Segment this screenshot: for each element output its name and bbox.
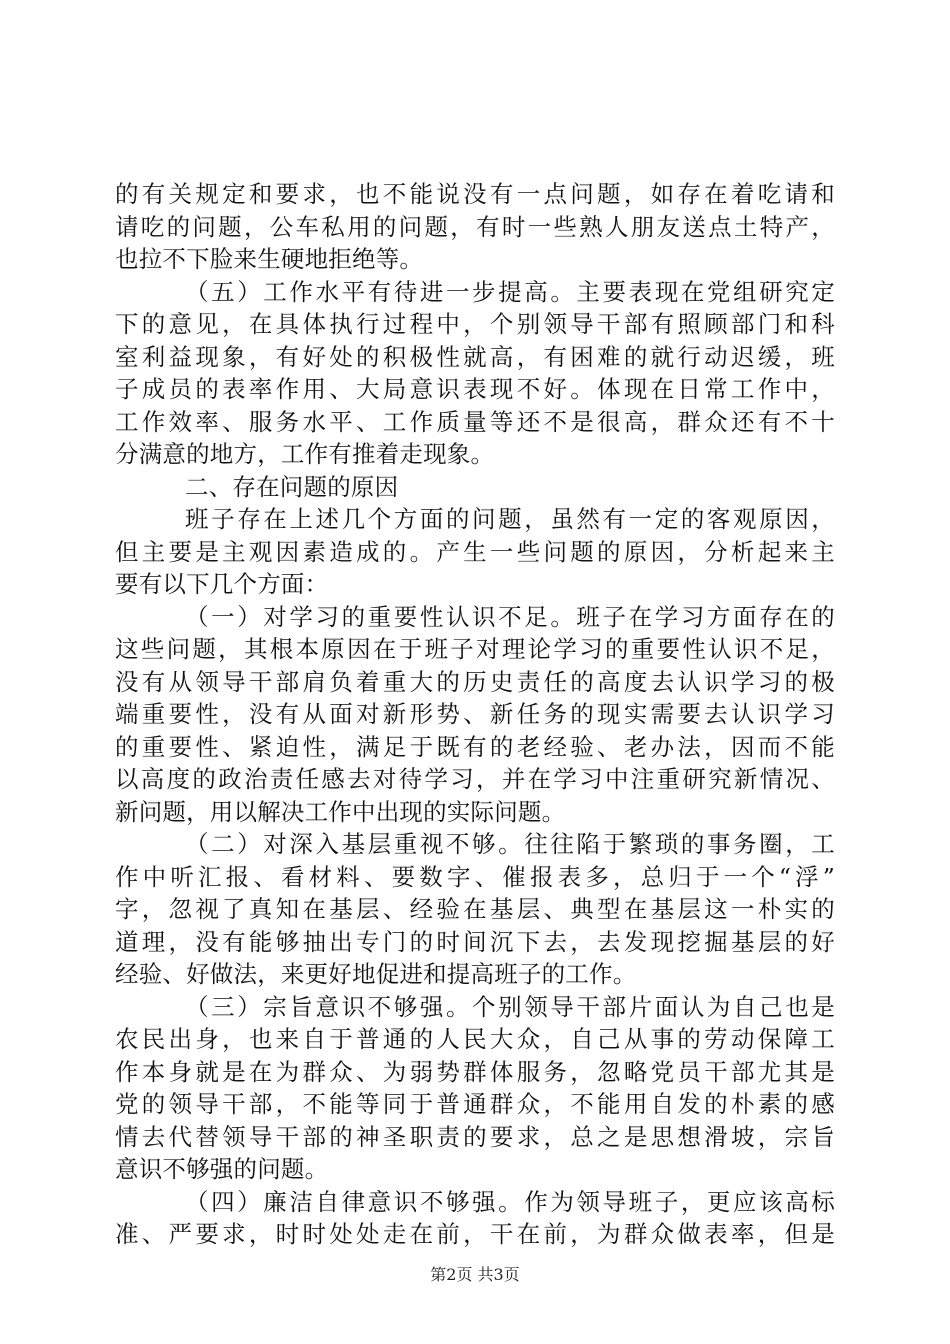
paragraph-start-line: （五）工作水平有待进一步提高。主要表现在党组研究定 (185, 277, 835, 306)
paragraph-start-line: （一）对学习的重要性认识不足。班子在学习方面存在的 (185, 602, 835, 631)
text-line: 但主要是主观因素造成的。产生一些问题的原因，分析起来主 (115, 537, 835, 566)
text-line: 室利益现象，有好处的积极性就高，有困难的就行动迟缓，班 (115, 342, 835, 371)
text-line: 作中听汇报、看材料、要数字、催报表多，总归于一个“浮” (115, 862, 835, 891)
paragraph-start-line: （三）宗旨意识不够强。个别领导干部片面认为自己也是 (185, 992, 835, 1021)
text-line: 农民出身，也来自于普通的人民大众，自己从事的劳动保障工 (115, 1025, 835, 1053)
text-line: 请吃的问题，公车私用的问题，有时一些熟人朋友送点土特产， (115, 212, 835, 241)
text-line: 党的领导干部，不能等同于普通群众，不能用自发的朴素的感 (115, 1090, 835, 1118)
section-heading: 二、存在问题的原因 (185, 472, 399, 501)
text-line: 新问题，用以解决工作中出现的实际问题。 (115, 797, 566, 826)
text-line: 没有从领导干部肩负着重大的历史责任的高度去认识学习的极 (115, 667, 835, 696)
text-line: 要有以下几个方面： (115, 570, 329, 598)
text-line: 经验、好做法，来更好地促进和提高班子的工作。 (115, 960, 637, 988)
text-line: 分满意的地方，工作有推着走现象。 (115, 440, 495, 468)
text-line: 这些问题，其根本原因在于班子对理论学习的重要性认识不足， (115, 635, 835, 663)
text-line: 的有关规定和要求，也不能说没有一点问题，如存在着吃请和 (115, 180, 835, 208)
paragraph-start-line: （二）对深入基层重视不够。往往陷于繁琐的事务圈，工 (185, 830, 835, 858)
text-line: 情去代替领导干部的神圣职责的要求，总之是思想滑坡，宗旨 (115, 1122, 835, 1151)
text-line: 以高度的政治责任感去对待学习，并在学习中注重研究新情况、 (115, 765, 835, 793)
text-line: 道理，没有能够抽出专门的时间沉下去，去发现挖掘基层的好 (115, 927, 835, 956)
paragraph-start-line: （四）廉洁自律意识不够强。作为领导班子，更应该高标 (185, 1187, 835, 1216)
document-body (115, 178, 835, 1251)
text-line: 子成员的表率作用、大局意识表现不好。体现在日常工作中， (115, 375, 835, 403)
text-line: 端重要性，没有从面对新形势、新任务的现实需要去认识学习 (115, 700, 835, 728)
text-line: 工作效率、服务水平、工作质量等还不是很高，群众还有不十 (115, 407, 835, 436)
text-line: 准、严要求，时时处处走在前，干在前，为群众做表率，但是 (115, 1220, 835, 1248)
text-line: 字，忽视了真知在基层、经验在基层、典型在基层这一朴实的 (115, 895, 835, 923)
text-line: 也拉不下脸来生硬地拒绝等。 (115, 245, 424, 273)
text-line: 的重要性、紧迫性，满足于既有的老经验、老办法，因而不能 (115, 732, 835, 761)
paragraph-start-line: 班子存在上述几个方面的问题，虽然有一定的客观原因， (185, 505, 835, 533)
text-line: 下的意见，在具体执行过程中，个别领导干部有照顾部门和科 (115, 310, 835, 338)
text-line: 意识不够强的问题。 (115, 1155, 329, 1183)
text-line: 作本身就是在为群众、为弱势群体服务，忽略党员干部尤其是 (115, 1057, 835, 1086)
page-number-footer: 第2页 共3页 (430, 1265, 520, 1284)
